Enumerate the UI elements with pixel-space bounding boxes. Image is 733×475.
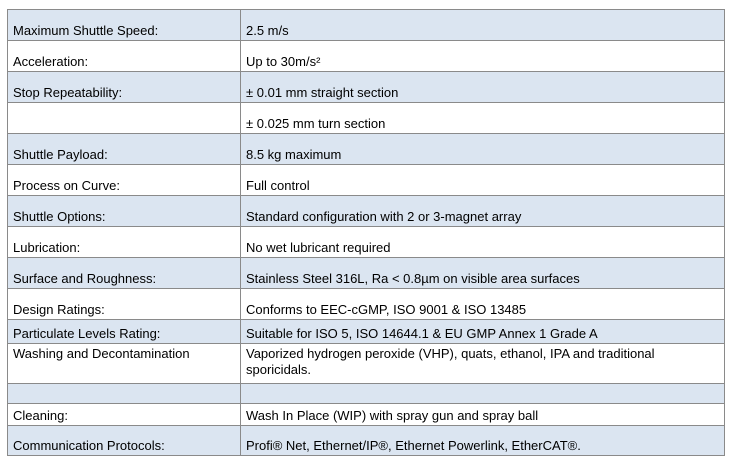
specifications-table	[7, 9, 725, 456]
spec-label: Communication Protocols:	[8, 426, 241, 456]
spec-label: Surface and Roughness:	[8, 258, 241, 289]
spec-value: Wash In Place (WIP) with spray gun and spray ball	[241, 404, 725, 426]
spec-row-shuttle-payload	[8, 134, 725, 165]
spec-row-communication-protocols	[8, 426, 725, 456]
spec-row-shuttle-options	[8, 196, 725, 227]
spec-row-cleaning	[8, 404, 725, 426]
spec-value: Standard configuration with 2 or 3-magnet array	[241, 196, 725, 227]
spec-label: Shuttle Options:	[8, 196, 241, 227]
spec-label	[8, 103, 241, 134]
spec-row-surface-roughness	[8, 258, 725, 289]
spec-row-lubrication	[8, 227, 725, 258]
spec-row-stop-repeatability	[8, 72, 725, 103]
spec-row-process-on-curve	[8, 165, 725, 196]
spec-value: ± 0.01 mm straight section	[241, 72, 725, 103]
spec-row-design-ratings	[8, 289, 725, 320]
spec-row-empty	[8, 384, 725, 404]
spec-label: Stop Repeatability:	[8, 72, 241, 103]
spec-value: ± 0.025 mm turn section	[241, 103, 725, 134]
spec-row-washing-decontamination	[8, 344, 725, 384]
spec-value: Up to 30m/s²	[241, 41, 725, 72]
spec-label: Acceleration:	[8, 41, 241, 72]
spec-label: Particulate Levels Rating:	[8, 320, 241, 344]
spec-value: 8.5 kg maximum	[241, 134, 725, 165]
spec-label	[8, 384, 241, 404]
spec-label: Shuttle Payload:	[8, 134, 241, 165]
spec-row-stop-repeatability-turn	[8, 103, 725, 134]
spec-label: Design Ratings:	[8, 289, 241, 320]
spec-row-max-shuttle-speed	[8, 10, 725, 41]
spec-value: Full control	[241, 165, 725, 196]
spec-value: Conforms to EEC-cGMP, ISO 9001 & ISO 13485	[241, 289, 725, 320]
spec-row-acceleration	[8, 41, 725, 72]
spec-row-particulate-levels	[8, 320, 725, 344]
spec-value: 2.5 m/s	[241, 10, 725, 41]
spec-value: No wet lubricant required	[241, 227, 725, 258]
spec-value: Vaporized hydrogen peroxide (VHP), quats, ethanol, IPA and traditional sporicidals.	[241, 344, 725, 384]
spec-value: Suitable for ISO 5, ISO 14644.1 & EU GMP Annex 1 Grade A	[241, 320, 725, 344]
spec-label: Cleaning:	[8, 404, 241, 426]
spec-value	[241, 384, 725, 404]
spec-label: Lubrication:	[8, 227, 241, 258]
spec-value: Profi® Net, Ethernet/IP®, Ethernet Powerlink, EtherCAT®.	[241, 426, 725, 456]
spec-label: Maximum Shuttle Speed:	[8, 10, 241, 41]
spec-value: Stainless Steel 316L, Ra < 0.8µm on visible area surfaces	[241, 258, 725, 289]
spec-label: Washing and Decontamination	[8, 344, 241, 384]
spec-label: Process on Curve:	[8, 165, 241, 196]
